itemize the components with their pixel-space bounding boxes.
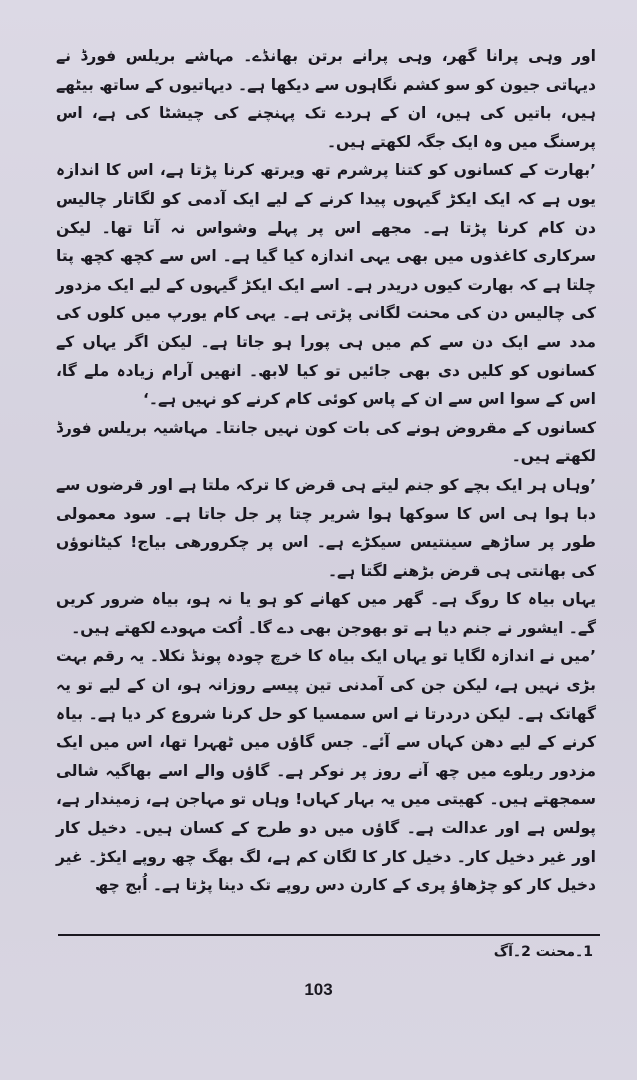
footnote-divider bbox=[58, 934, 600, 936]
footnote: 1۔محنت 2۔آگ bbox=[493, 944, 593, 960]
page-number: 103 bbox=[304, 980, 333, 999]
paragraph-1: اور وہی پرانا گھر، وہی پرانے برتن بھانڈے۔ مہاشے بریلس فورڈ نے دیہاتی جیون کو سو کشم نگاہوں سے دیکھا ہے۔ دیہاتیوں کے ساتھ بیٹھے ہیں، باتیں کی ہیں، ان کے ہردے تک پہنچنے کی چیشٹا کی ہے، اس پرسنگ میں وہ ایک جگہ لکھتے ہیں۔ bbox=[56, 47, 596, 151]
paragraph-3: کسانوں کے مقروض ہونے کی بات کون نہیں جانتا۔ مہاشیہ بریلس فورڈ لکھتے ہیں۔ bbox=[56, 418, 596, 466]
body-text bbox=[56, 42, 596, 900]
paragraph-4: ’وہاں ہر ایک بچے کو جنم لیتے ہی قرض کا ترکہ ملتا ہے اور قرضوں سے دبا ہوا ہی اس کا سوکھا ہوا شریر چتا پر جل جاتا ہے۔ سود معمولی طور پر ساڑھے سینتیس سیکڑے ہے۔ اس پر چکرورھی بیاج! کیٹانوؤں کی بھانتی ہی قرض بڑھنے لگتا ہے۔ bbox=[56, 475, 596, 580]
paragraph-2: ’بھارت کے کسانوں کو کتنا پرشرم تھ ویرتھ کرنا پڑتا ہے، اس کا اندازہ یوں ہے کہ ایک ایکڑ گیہوں پیدا کرنے کے لیے ایک آدمی کو لگاتار چالیس دن کام کرنا پڑتا ہے۔ مجھے اس پر پہلے وشواس نہ آتا تھا۔ لیکن سرکاری کاغذوں میں بھی یہی اندازہ کیا گیا ہے۔ اس سے کچھ کچھ پتا چلتا ہے کہ بھارت کیوں دریدر ہے۔ اسے ایک ایکڑ گیہوں کے لیے ایک مزدور کی چالیس دن کی محنت لگانی پڑتی ہے۔ یہی کام یورپ میں کلوں کی مدد سے ایک دن سے کم میں ہی پورا ہو جاتا ہے۔ لیکن اگر یہاں کے کسانوں کو کلیں دی بھی جائیں تو کیا لابھ۔ انھیں آرام زیادہ ملے گا، اس کے سوا اس سے ان کے پاس کوئی کام کرنے کو نہیں ہے۔‘ bbox=[56, 161, 596, 409]
paragraph-5: یہاں بیاہ کا روگ ہے۔ گھر میں کھانے کو ہو یا نہ ہو، بیاہ ضرور کریں گے۔ ایشور نے جنم دیا ہے تو بھوجن بھی دے گا۔ اُکت مہودے لکھتے ہیں۔ bbox=[56, 590, 596, 637]
paragraph-6: ’میں نے اندازہ لگایا تو یہاں ایک بیاہ کا خرچ چودہ پونڈ نکلا۔ یہ رقم بہت بڑی نہیں ہے، لیکن جن کی آمدنی تین پیسے روزانہ ہو، ان کے لیے تو یہ گھاتک ہے۔ لیکن دردرتا نے اس سمسیا کو حل کرنا شروع کر دیا ہے۔ بیاہ کرنے کے لیے دھن کہاں سے آئے۔ جس گاؤں میں ٹھہرا تھا، اس میں ایک مزدور ریلوے میں چھ آنے روز پر نوکر ہے۔ گاؤں والے اسے بھاگیہ شالی سمجھتے ہیں۔ کھیتی میں یہ بہار کہاں! وہاں تو مہاجن ہے، زمیندار ہے، پولس ہے اور عدالت ہے۔ گاؤں میں دو طرح کے کسان ہیں۔ دخیل کار اور غیر دخیل کار۔ دخیل کار کا لگان کم ہے، لگ بھگ چھ روپے ایکڑ۔ غیر دخیل کار کو چڑھاؤ پری کے کارن دس روپے تک دینا پڑتا ہے۔ اُبج چھ bbox=[56, 647, 596, 895]
